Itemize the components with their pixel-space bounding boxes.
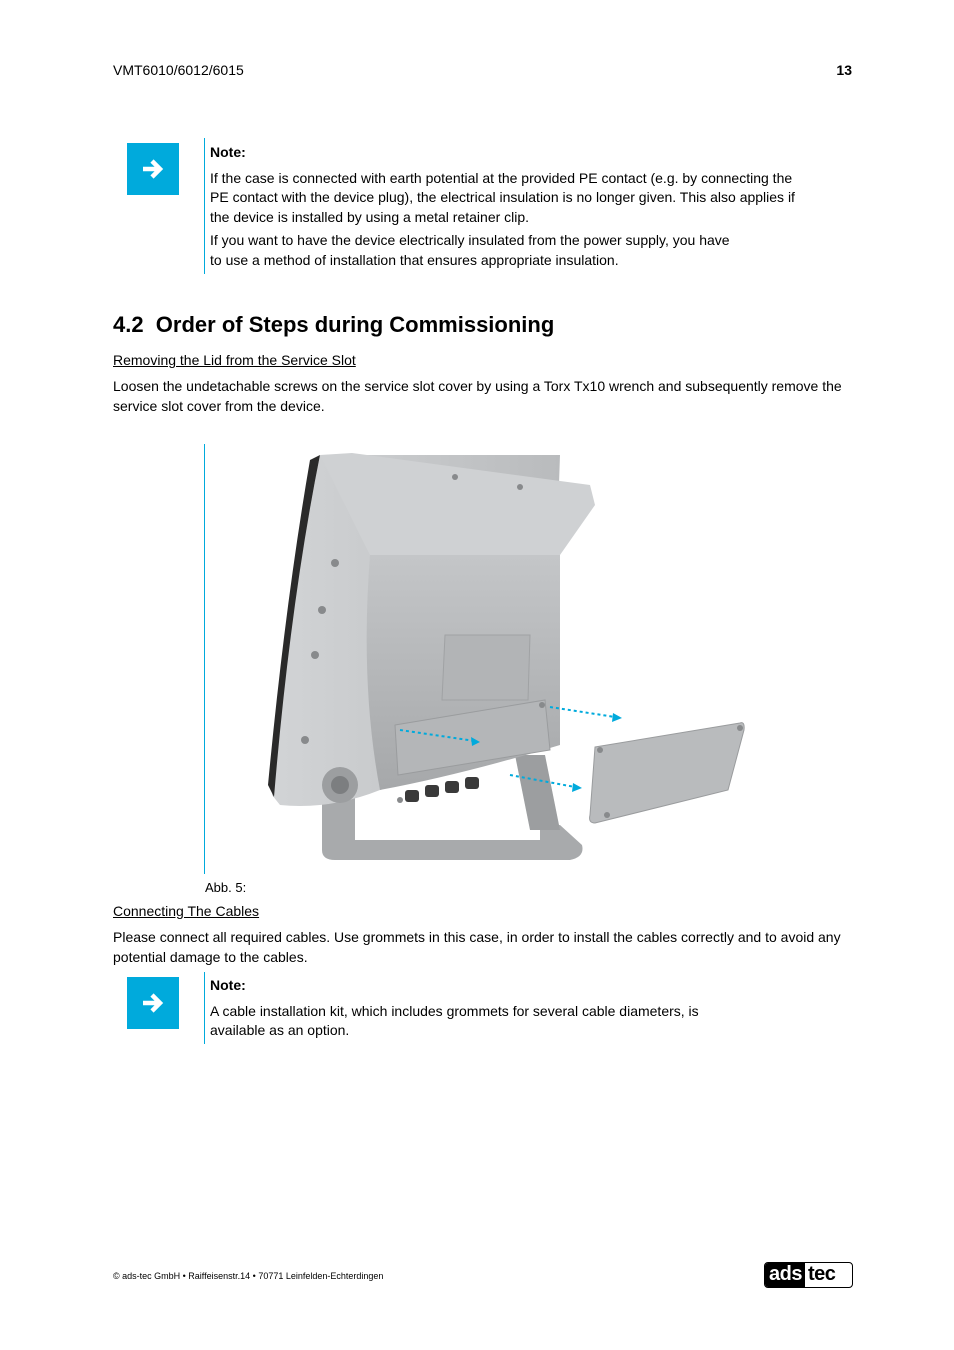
note-paragraph: If the case is connected with earth potential at the provided PE contact (e.g. by connecting the PE contact with the device plug), the electrical insulation is no longer given. This also applies if the device is installed by using a metal retainer clip. (210, 169, 795, 225)
figure-caption: Abb. 5: (205, 880, 247, 895)
ads-tec-logo (764, 1262, 853, 1288)
body-paragraph: Please connect all required cables. Use grommets in this case, in order to install the cables correctly and to avoid any potential damage to the cables. (113, 929, 841, 965)
note-divider (204, 972, 205, 1044)
note-icon-box (127, 977, 179, 1029)
footer-address: © ads-tec GmbH • Raiffeisenstr.14 • 70771 Leinfelden-Echterdingen (113, 1271, 384, 1281)
body-paragraph: Loosen the undetachable screws on the service slot cover by using a Torx Tx10 wrench and subsequently remove the service slot cover from the device. (113, 378, 842, 414)
logo-part-tec: tec (807, 1263, 836, 1285)
section-title: 4.2 Order of Steps during Commissioning (113, 312, 555, 337)
device-illustration (260, 445, 760, 865)
logo-part-ads: ads (765, 1263, 805, 1287)
note-paragraph: If you want to have the device electrically insulated from the power supply, you have to use a method of installation that ensures appropriate insulation. (210, 232, 730, 268)
document-title: VMT6010/6012/6015 (113, 62, 244, 78)
note-icon-box (127, 143, 179, 195)
arrow-right-icon (141, 992, 165, 1014)
note-content (210, 976, 740, 1045)
figure-divider (204, 444, 205, 874)
device-figure-svg (260, 445, 760, 865)
note-label: Note: (210, 144, 246, 160)
note-divider (204, 138, 205, 274)
note-label: Note: (210, 977, 246, 993)
arrow-right-icon (141, 158, 165, 180)
subheading-remove-lid: Removing the Lid from the Service Slot (113, 352, 356, 368)
page-number: 13 (836, 62, 852, 78)
note-paragraph: A cable installation kit, which includes grommets for several cable diameters, is available as an option. (210, 1002, 699, 1038)
note-content (210, 143, 810, 274)
subheading-connecting-cables: Connecting The Cables (113, 903, 260, 919)
